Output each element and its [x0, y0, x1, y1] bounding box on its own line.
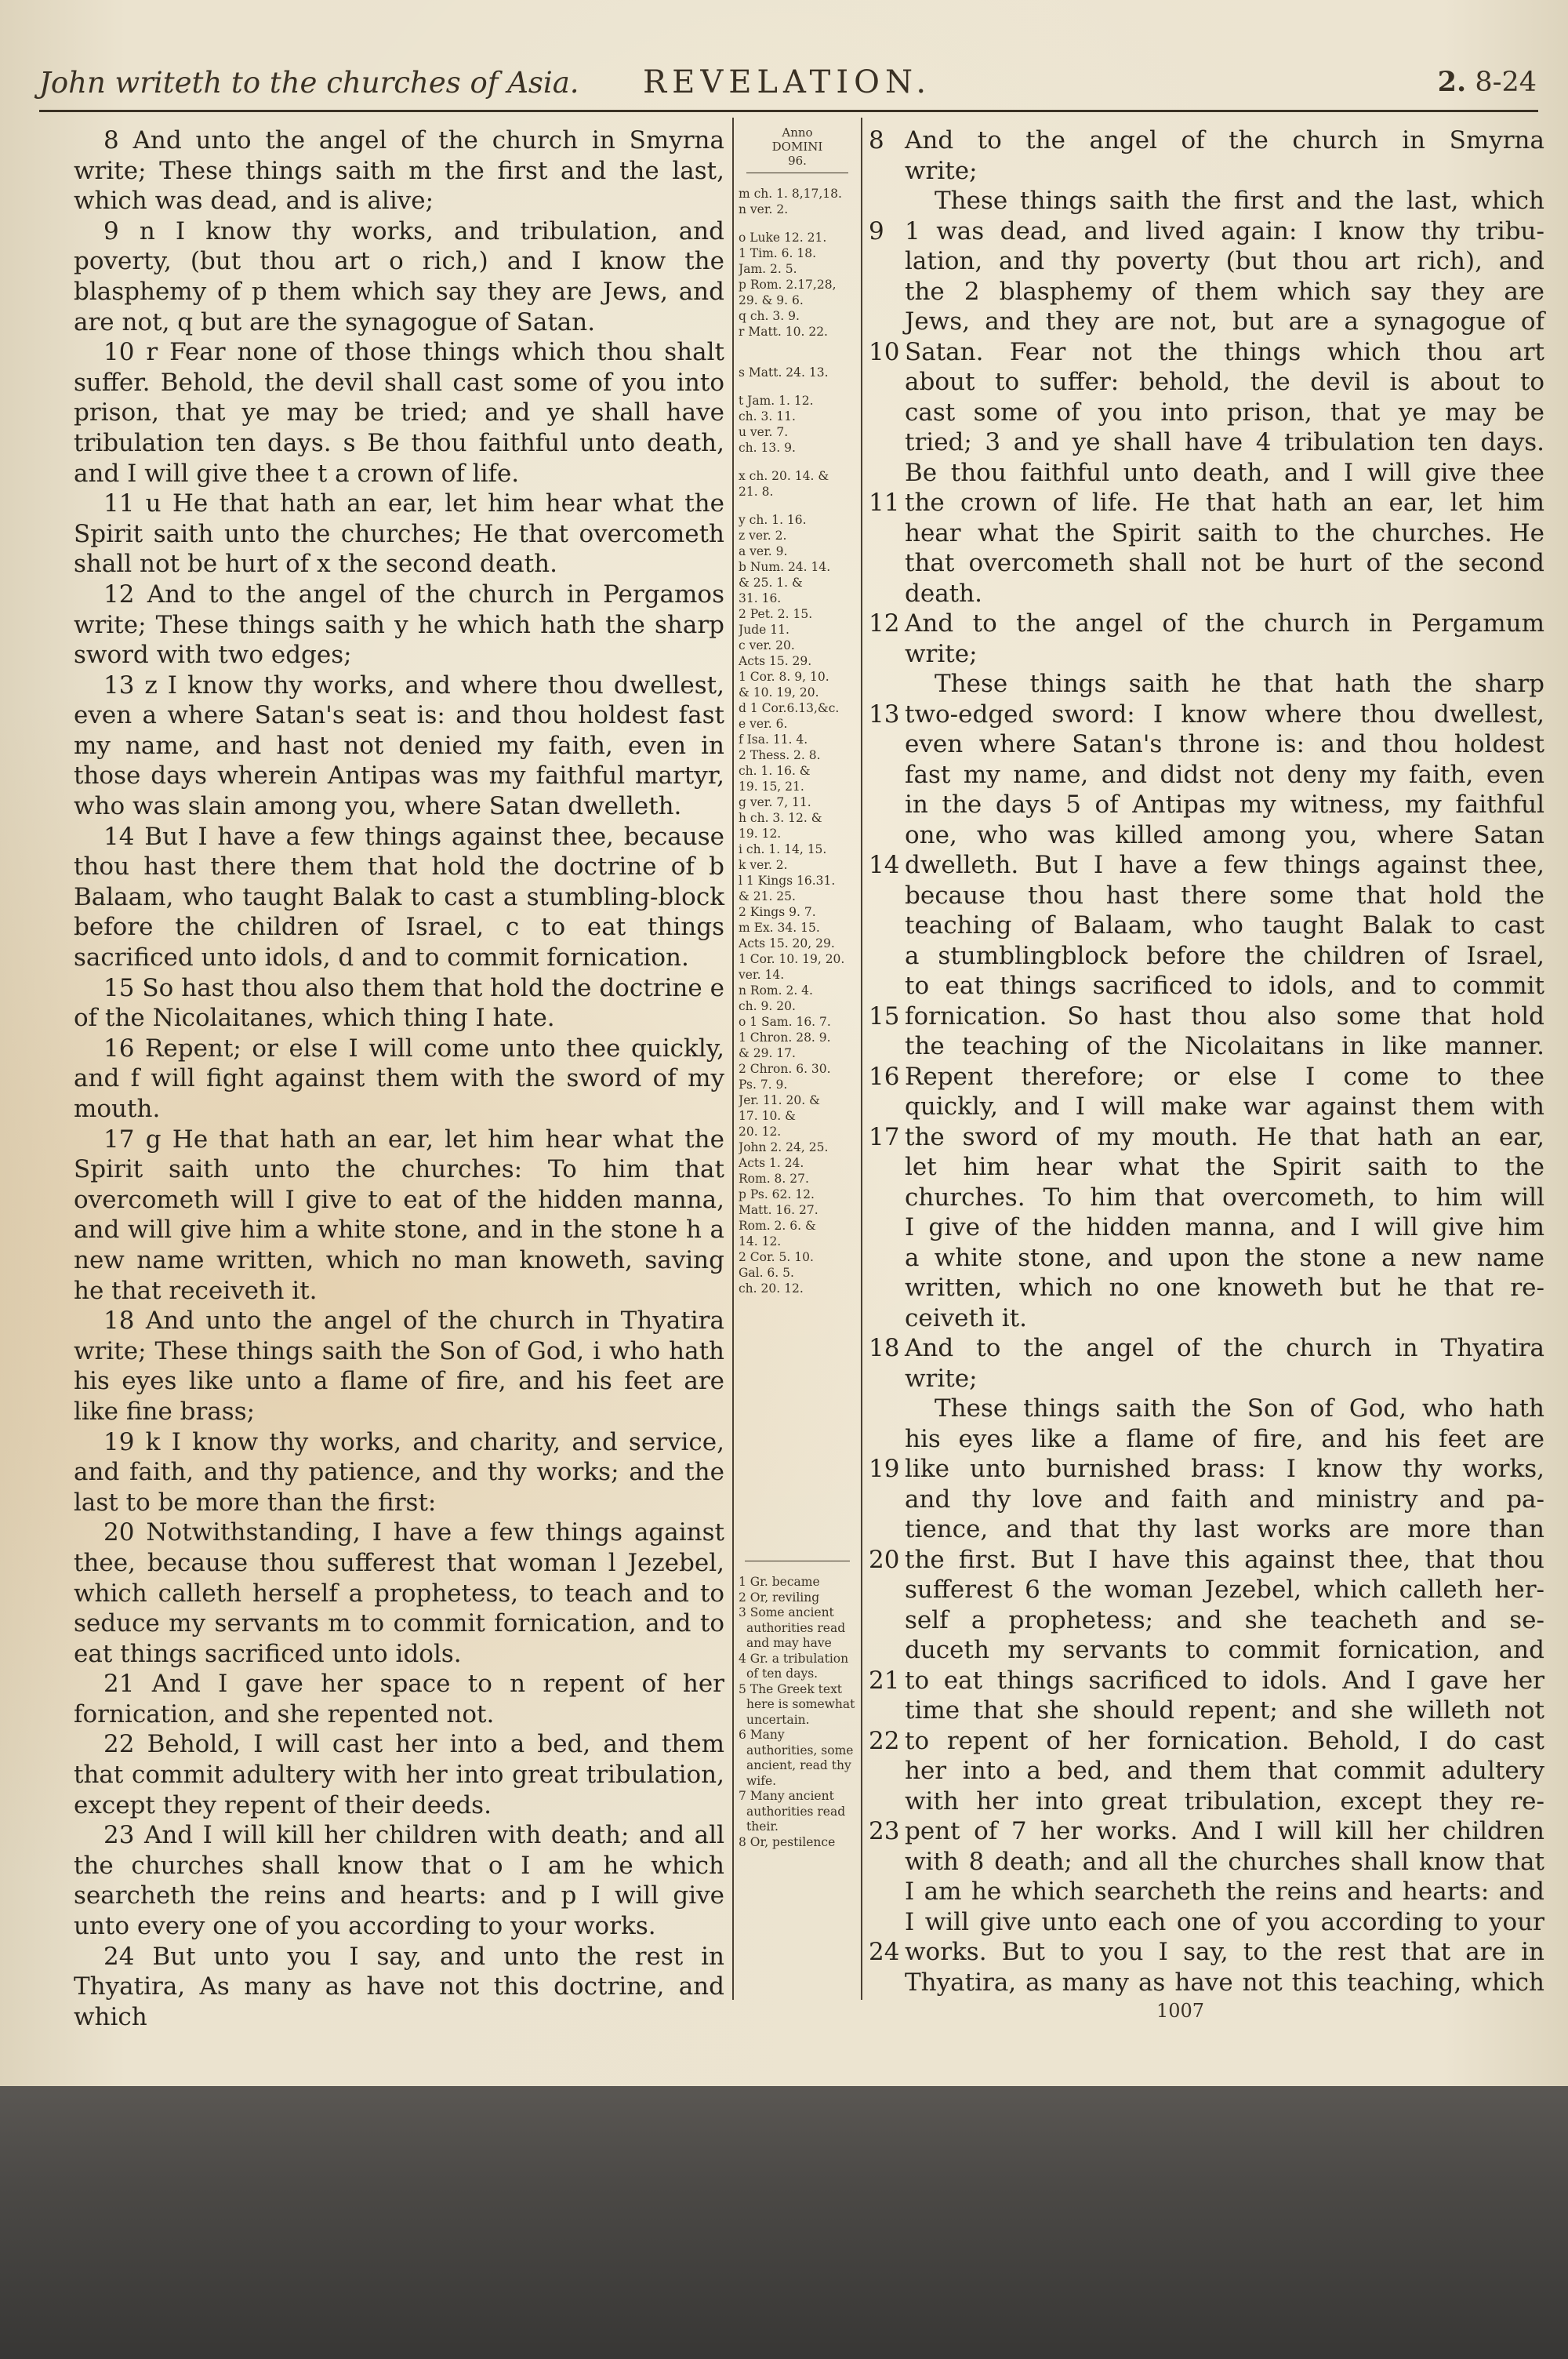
right-line — [869, 760, 1544, 791]
left-verse: 22 Behold, I will cast her into a bed, and them that commit adultery with her into great tribulation, except they repent of their deeds. — [74, 1730, 724, 1819]
right-line — [869, 1303, 1544, 1334]
cross-reference: Jude 11. — [739, 623, 789, 637]
right-line — [869, 1364, 1544, 1394]
line-text: with her into great tribulation, except they re- — [905, 1787, 1544, 1816]
line-text: And to the angel of the church in Thyatira — [905, 1334, 1544, 1362]
header-rule — [39, 110, 1538, 112]
right-line — [869, 1787, 1544, 1817]
right-line — [869, 1394, 1544, 1424]
right-line — [869, 1333, 1544, 1364]
verse-number: 12 — [869, 609, 900, 638]
line-text: churches. To him that overcometh, to him will — [905, 1183, 1544, 1212]
right-line — [869, 548, 1544, 579]
right-line — [869, 427, 1544, 458]
chapter-verse-range — [1419, 66, 1537, 98]
revised-version-column — [869, 125, 1544, 1997]
right-line — [869, 458, 1544, 489]
cross-reference: n ver. 2. — [739, 202, 789, 216]
marginal-note: 7 Many ancient authorities read their. — [739, 1789, 846, 1834]
verse-number: 22 — [869, 1726, 900, 1755]
line-text: teaching of Balaam, who taught Balak to cast — [905, 911, 1544, 940]
cross-reference — [739, 500, 856, 512]
line-text: with 8 death; and all the churches shall know that — [905, 1847, 1544, 1876]
cross-reference: 19. 12. — [739, 827, 782, 841]
verse-number: 18 — [869, 1334, 900, 1362]
cross-reference: i ch. 1. 14, 15. — [739, 842, 827, 856]
line-text: one, who was killed among you, where Satan — [905, 820, 1544, 849]
cross-reference: John 2. 24, 25. — [739, 1140, 829, 1154]
left-verse: 23 And I will kill her children with death; and all the churches shall know that o I am he which searcheth the reins and hearts: and p I will give unto every one of you according to your works. — [74, 1821, 724, 1941]
right-line — [869, 398, 1544, 428]
line-text: a white stone, and upon the stone a new name — [905, 1243, 1544, 1272]
line-text: Jews, and they are not, but are a synagogue of — [905, 307, 1544, 336]
cross-reference: r Matt. 10. 22. — [739, 325, 828, 339]
cross-reference: y ch. 1. 16. — [739, 513, 807, 527]
marginal-note: 5 The Greek text here is somewhat uncertain. — [739, 1681, 855, 1727]
cross-reference: l 1 Kings 16.31. — [739, 874, 836, 888]
cross-reference: & 25. 1. & — [739, 576, 803, 590]
right-line — [869, 1696, 1544, 1726]
marginal-note: 2 Or, reviling — [739, 1590, 820, 1605]
line-text: the teaching of the Nicolaitans in like manner. — [905, 1032, 1544, 1060]
cross-reference: q ch. 3. 9. — [739, 309, 800, 323]
cross-reference: Matt. 16. 27. — [739, 1203, 818, 1217]
right-line — [869, 1122, 1544, 1153]
line-text: to repent of her fornication. Behold, I do cast — [905, 1726, 1544, 1755]
right-line — [869, 1152, 1544, 1183]
verse-number: 15 — [869, 1001, 900, 1030]
cross-reference: Ps. 7. 9. — [739, 1078, 788, 1092]
cross-reference: g ver. 7, 11. — [739, 795, 811, 809]
left-verse: 13 z I know thy works, and where thou dwellest, even a where Satan's seat is: and thou holdest fast my name, and hast not denied my faith, even in those days wherein Antipas was my faithful martyr, who was slain among you, where Satan dwelleth. — [74, 671, 724, 821]
left-verse: 18 And unto the angel of the church in Thyatira write; These things saith the Son of God, i who hath his eyes like unto a flame of fire, and his feet are like fine brass; — [74, 1307, 724, 1426]
anno-domini — [739, 125, 856, 168]
line-text: because thou hast there some that hold the — [905, 881, 1544, 910]
left-verse: 10 r Fear none of those things which thou shalt suffer. Behold, the devil shall cast some of you into prison, that ye may be tried; and ye shall have tribulation ten days. s Be thou faithful unto death, and I will give thee t a crown of life. — [74, 338, 724, 488]
right-line — [869, 337, 1544, 368]
right-line — [869, 1666, 1544, 1696]
line-text: like unto burnished brass: I know thy works, — [905, 1455, 1544, 1483]
right-line — [869, 1907, 1544, 1938]
marginal-note: 6 Many authorities, some ancient, read thy wife. — [739, 1728, 854, 1788]
line-text: the sword of my mouth. He that hath an ear, — [905, 1122, 1544, 1151]
cross-reference: 1 Cor. 10. 19, 20. — [739, 952, 845, 966]
cross-reference: c ver. 20. — [739, 638, 795, 652]
right-line — [869, 1062, 1544, 1092]
anno-label: Anno — [782, 125, 813, 140]
cross-reference: Jam. 2. 5. — [739, 262, 797, 276]
cross-reference: o Luke 12. 21. — [739, 231, 827, 245]
cross-reference: f Isa. 11. 4. — [739, 732, 808, 747]
cross-reference: m Ex. 34. 15. — [739, 921, 820, 935]
line-text: I give of the hidden manna, and I will give him — [905, 1213, 1544, 1241]
marginal-notes — [739, 1575, 856, 1850]
line-text: hear what the Spirit saith to the churches. He — [905, 518, 1544, 547]
domini-label: DOMINI — [771, 140, 823, 154]
cross-reference: d 1 Cor.6.13,&c. — [739, 701, 840, 715]
right-line — [869, 1726, 1544, 1757]
verse-number: 9 — [869, 216, 884, 245]
right-line — [869, 307, 1544, 337]
cross-reference — [739, 456, 856, 468]
line-text: that overcometh shall not be hurt of the second — [905, 549, 1544, 577]
cross-reference: 2 Cor. 5. 10. — [739, 1250, 814, 1264]
right-line — [869, 367, 1544, 398]
year-label: 96. — [788, 154, 807, 168]
verse-range: 8-24 — [1475, 67, 1537, 98]
right-line — [869, 669, 1544, 700]
marginal-note: 4 Gr. a tribulation of ten days. — [739, 1651, 849, 1681]
cross-reference: t Jam. 1. 12. — [739, 394, 814, 408]
book-edge-shadow — [0, 2086, 1568, 2359]
left-verse: 14 But I have a few things against thee, because thou hast there them that hold the doctrine of b Balaam, who taught Balak to cast a stumbling-block before the children of Israel, c to eat things sacrificed unto idols, d and to commit fornication. — [74, 822, 724, 972]
right-line — [869, 1816, 1544, 1847]
line-text: quickly, and I will make war against them with — [905, 1092, 1544, 1121]
line-text: tried; 3 and ye shall have 4 tribulation ten days. — [905, 428, 1544, 456]
cross-reference: Acts 1. 24. — [739, 1156, 804, 1170]
cross-reference: Acts 15. 20, 29. — [739, 936, 835, 951]
line-text: to eat things sacrificed to idols, and to commit — [905, 972, 1544, 1000]
verse-number: 20 — [869, 1545, 900, 1574]
cross-reference — [739, 217, 856, 230]
right-line — [869, 1243, 1544, 1274]
right-line — [869, 1514, 1544, 1545]
cross-reference: u ver. 7. — [739, 425, 789, 439]
line-text: I am he which searcheth the reins and hearts: and — [905, 1877, 1544, 1906]
line-text: fornication. So hast thou also some that hold — [905, 1001, 1544, 1030]
line-text: to eat things sacrificed to idols. And I gave her — [905, 1666, 1544, 1695]
marginal-note: 3 Some ancient authorities read and may have — [739, 1605, 846, 1650]
line-text: the first. But I have this against thee, that thou — [905, 1545, 1544, 1574]
marginal-note: 8 Or, pestilence — [739, 1834, 836, 1849]
cross-reference-column — [739, 125, 856, 1296]
chapter-number: 2. — [1437, 66, 1467, 98]
line-text: the crown of life. He that hath an ear, let him — [905, 489, 1544, 517]
verse-number: 8 — [869, 126, 884, 154]
cross-reference: Rom. 2. 6. & — [739, 1219, 816, 1233]
right-line — [869, 941, 1544, 972]
cross-reference — [739, 352, 856, 365]
cross-reference: Rom. 8. 27. — [739, 1172, 809, 1186]
right-line — [869, 1183, 1544, 1213]
right-line — [869, 1031, 1544, 1062]
cross-reference: s Matt. 24. 13. — [739, 365, 829, 380]
right-line — [869, 1092, 1544, 1122]
line-text: her into a bed, and them that commit adultery — [905, 1757, 1544, 1785]
line-text: Satan. Fear not the things which thou art — [905, 337, 1544, 366]
line-text: sufferest 6 the woman Jezebel, which calleth her- — [905, 1576, 1544, 1604]
right-line — [869, 1575, 1544, 1605]
right-line — [869, 639, 1544, 670]
right-line — [869, 820, 1544, 851]
line-text: dwelleth. But I have a few things against thee, — [905, 851, 1544, 879]
left-verse: 11 u He that hath an ear, let him hear what the Spirit saith unto the churches; He that overcometh shall not be hurt of x the second death. — [74, 489, 724, 579]
right-line — [869, 1454, 1544, 1485]
line-text: These things saith the first and the last, which — [935, 187, 1544, 215]
left-verse: 20 Notwithstanding, I have a few things against thee, because thou sufferest that woman l Jezebel, which calleth herself a prophetess, to teach and to seduce my servants m to commit fornication, and to eat things sacrificed unto idols. — [74, 1518, 724, 1668]
verse-number: 16 — [869, 1062, 900, 1091]
line-text: cast some of you into prison, that ye may be — [905, 398, 1544, 427]
cross-reference: & 29. 17. — [739, 1046, 796, 1060]
right-line — [869, 125, 1544, 156]
cross-reference: h ch. 3. 12. & — [739, 811, 822, 825]
right-line — [869, 488, 1544, 518]
verse-number: 13 — [869, 700, 900, 729]
authorized-version-column — [74, 125, 724, 2032]
left-verse: 9 n I know thy works, and tribulation, and poverty, (but thou art o rich,) and I know the blasphemy of p them which say they are Jews, and are not, q but are the synagogue of Satan. — [74, 216, 724, 336]
right-line — [869, 1756, 1544, 1787]
right-line — [869, 1212, 1544, 1243]
line-text: write; — [905, 1364, 978, 1393]
left-verse: 15 So hast thou also them that hold the doctrine e of the Nicolaitanes, which thing I hate. — [74, 973, 724, 1033]
right-line — [869, 518, 1544, 549]
cross-reference: n Rom. 2. 4. — [739, 983, 813, 998]
right-line — [869, 1635, 1544, 1666]
right-line — [869, 1877, 1544, 1907]
line-text: I will give unto each one of you according to your — [905, 1907, 1544, 1936]
line-text: pent of 7 her works. And I will kill her children — [905, 1817, 1544, 1845]
line-text: his eyes like a flame of fire, and his feet are — [905, 1424, 1544, 1453]
line-text: Be thou faithful unto death, and I will give thee — [905, 458, 1544, 487]
verse-number: 17 — [869, 1122, 900, 1151]
column-divider-left — [732, 118, 734, 2000]
cross-reference-list — [739, 186, 856, 1296]
verse-number: 19 — [869, 1455, 900, 1483]
line-text: tience, and that thy last works are more than — [905, 1515, 1544, 1543]
verse-number: 11 — [869, 489, 900, 517]
line-text: even where Satan's throne is: and thou holdest — [905, 730, 1544, 758]
page-number: 1007 — [1156, 2000, 1205, 2022]
cross-reference: & 21. 25. — [739, 889, 796, 903]
cross-reference: a ver. 9. — [739, 544, 788, 558]
right-line — [869, 1485, 1544, 1515]
right-line — [869, 277, 1544, 307]
cross-reference: ch. 9. 20. — [739, 999, 796, 1013]
line-text: and thy love and faith and ministry and pa- — [905, 1485, 1544, 1514]
right-line — [869, 1937, 1544, 1968]
right-line — [869, 1968, 1544, 1998]
cross-reference: 1 Tim. 6. 18. — [739, 246, 817, 260]
cross-reference: k ver. 2. — [739, 858, 788, 872]
cross-reference: ch. 13. 9. — [739, 441, 796, 455]
right-line — [869, 1545, 1544, 1576]
cross-reference: & 10. 19, 20. — [739, 685, 819, 700]
book-title: REVELATION. — [643, 64, 932, 100]
right-line — [869, 700, 1544, 730]
line-text: time that she should repent; and she willeth not — [905, 1696, 1544, 1725]
left-verse: 19 k I know thy works, and charity, and service, and faith, and thy patience, and thy works; and the last to be more than the first: — [74, 1427, 724, 1517]
cross-reference: ch. 1. 16. & — [739, 764, 811, 778]
line-text: let him hear what the Spirit saith to the — [905, 1153, 1544, 1181]
cross-reference: b Num. 24. 14. — [739, 560, 831, 574]
line-text: These things saith he that hath the sharp — [935, 670, 1544, 698]
line-text: 1 was dead, and lived again: I know thy tribu- — [905, 216, 1544, 245]
line-text: ceiveth it. — [905, 1303, 1027, 1332]
left-verse: 12 And to the angel of the church in Pergamos write; These things saith y he which hath the sharp sword with two edges; — [74, 580, 724, 670]
cross-reference: 14. 12. — [739, 1234, 782, 1249]
line-text: about to suffer: behold, the devil is about to — [905, 368, 1544, 396]
cross-reference: ch. 20. 12. — [739, 1281, 804, 1296]
left-verse: 21 And I gave her space to n repent of her fornication, and she repented not. — [74, 1670, 724, 1728]
right-line — [869, 911, 1544, 941]
right-line — [869, 156, 1544, 187]
cross-reference — [739, 380, 856, 393]
cross-reference: 2 Chron. 6. 30. — [739, 1062, 831, 1076]
right-line — [869, 881, 1544, 911]
cross-reference: m ch. 1. 8,17,18. — [739, 187, 842, 201]
right-line — [869, 246, 1544, 277]
line-text: write; — [905, 639, 978, 668]
right-line — [869, 1847, 1544, 1877]
right-line — [869, 971, 1544, 1001]
right-line — [869, 1273, 1544, 1303]
cross-reference: p Rom. 2.17,28, — [739, 278, 837, 292]
line-text: And to the angel of the church in Pergamum — [905, 609, 1544, 638]
cross-reference: 20. 12. — [739, 1125, 782, 1139]
left-verse: 8 And unto the angel of the church in Smyrna write; These things saith m the first and the last, which was dead, and is alive; — [74, 126, 724, 216]
line-text: works. But to you I say, to the rest that are in — [905, 1938, 1544, 1966]
right-line — [869, 1001, 1544, 1032]
right-line — [869, 729, 1544, 760]
cross-reference: e ver. 6. — [739, 717, 788, 731]
cross-reference: Gal. 6. 5. — [739, 1266, 794, 1280]
line-text: Repent therefore; or else I come to thee — [905, 1062, 1544, 1091]
verse-number: 24 — [869, 1938, 900, 1966]
cross-reference: 2 Thess. 2. 8. — [739, 748, 821, 762]
cross-reference: 19. 15, 21. — [739, 780, 804, 794]
verse-number: 14 — [869, 851, 900, 879]
cross-reference: Acts 15. 29. — [739, 654, 812, 668]
line-text: duceth my servants to commit fornication, and — [905, 1636, 1544, 1664]
cross-reference: 2 Kings 9. 7. — [739, 905, 816, 919]
cross-reference: p Ps. 62. 12. — [739, 1187, 815, 1201]
line-text: two-edged sword: I know where thou dwellest, — [905, 700, 1544, 729]
cross-reference: o 1 Sam. 16. 7. — [739, 1015, 831, 1029]
verse-number: 23 — [869, 1817, 900, 1845]
cross-reference: 31. 16. — [739, 591, 782, 605]
cross-reference: Jer. 11. 20. & — [739, 1093, 820, 1107]
cross-reference: ver. 14. — [739, 968, 785, 982]
cross-reference: 2 Pet. 2. 15. — [739, 607, 813, 621]
left-verse: 24 But unto you I say, and unto the rest in Thyatira, As many as have not this doctrine, and which — [74, 1942, 724, 2031]
right-line — [869, 1424, 1544, 1455]
cross-reference: 17. 10. & — [739, 1109, 796, 1123]
left-verse: 17 g He that hath an ear, let him hear what the Spirit saith unto the churches: To him that overcometh will I give to eat of the hidden manna, and will give him a white stone, and in the stone h a new name written, which no man knoweth, saving he that receiveth it. — [74, 1125, 724, 1305]
line-text: fast my name, and didst not deny my faith, even — [905, 760, 1544, 789]
line-text: Thyatira, as many as have not this teaching, which — [905, 1968, 1544, 1997]
line-text: write; — [905, 156, 978, 185]
right-line — [869, 1605, 1544, 1636]
right-line — [869, 790, 1544, 820]
cross-reference: 1 Cor. 8. 9, 10. — [739, 670, 829, 684]
cross-reference: ch. 3. 11. — [739, 409, 796, 423]
left-verse: 16 Repent; or else I will come unto thee quickly, and f will fight against them with the sword of my mouth. — [74, 1034, 724, 1123]
line-text: And to the angel of the church in Smyrna — [905, 126, 1544, 154]
line-text: lation, and thy poverty (but thou art rich), and — [905, 247, 1544, 275]
cross-reference: 21. 8. — [739, 485, 774, 499]
marginal-note: 1 Gr. became — [739, 1575, 820, 1589]
running-title: John writeth to the churches of Asia. — [39, 66, 579, 100]
right-line — [869, 579, 1544, 609]
line-text: self a prophetess; and she teacheth and se- — [905, 1605, 1544, 1634]
cross-reference: 29. & 9. 6. — [739, 293, 804, 307]
cross-reference: x ch. 20. 14. & — [739, 469, 829, 483]
column-divider-right — [861, 118, 862, 2000]
line-text: a stumblingblock before the children of Israel, — [905, 941, 1544, 970]
line-text: in the days 5 of Antipas my witness, my faithful — [905, 791, 1544, 819]
line-text: These things saith the Son of God, who hath — [935, 1394, 1544, 1423]
line-text: the 2 blasphemy of them which say they are — [905, 277, 1544, 306]
verse-number: 21 — [869, 1666, 900, 1695]
verse-number: 10 — [869, 337, 900, 366]
line-text: death. — [905, 579, 982, 608]
cross-reference: z ver. 2. — [739, 529, 787, 543]
right-line — [869, 216, 1544, 247]
line-text: written, which no one knoweth but he that re- — [905, 1274, 1544, 1302]
right-line — [869, 850, 1544, 881]
right-line — [869, 609, 1544, 639]
right-line — [869, 186, 1544, 216]
cross-reference — [739, 340, 856, 352]
cross-reference: 1 Chron. 28. 9. — [739, 1030, 831, 1045]
